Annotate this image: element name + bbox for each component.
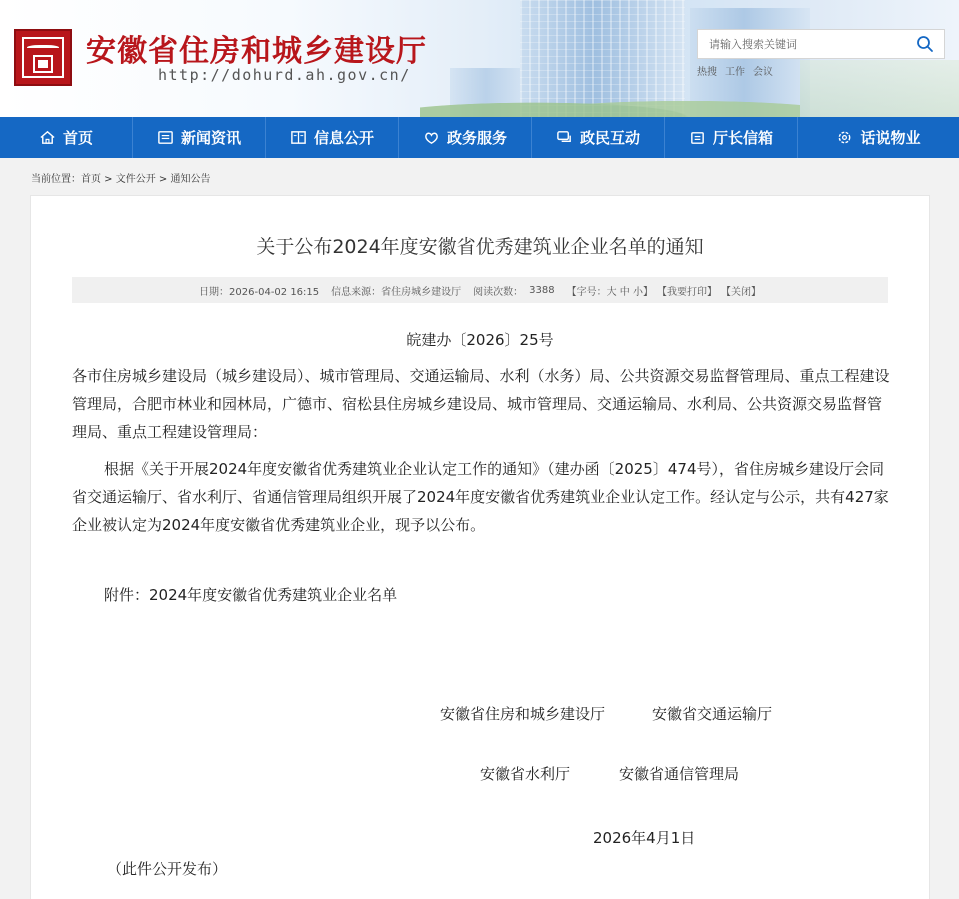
font-size-control[interactable]: 【字号：大 中 小】: [566, 286, 653, 298]
banner-trees: [800, 60, 959, 117]
nav-item-gov-service[interactable]: [399, 117, 532, 158]
article-meta-bar: [72, 277, 888, 303]
signer: 安徽省交通运输厅: [652, 705, 773, 723]
nav-item-interaction[interactable]: [532, 117, 665, 158]
breadcrumb-item-files[interactable]: 文件公开: [115, 174, 156, 185]
site-title[interactable]: 安徽省住房和城乡建设厅: [86, 34, 427, 69]
article-date: 日期：2026-04-02 16:15: [199, 286, 320, 298]
search-box: [697, 29, 945, 59]
nav-item-label: 话说物业: [860, 129, 921, 147]
body-paragraph: 根据《关于开展2024年度安徽省优秀建筑业企业认定工作的通知》（建办函〔2025〕474号），省住房城乡建设厅会同省交通运输厅、省水利厅、省通信管理局组织开展了2024年度安徽省优秀建筑业企业认定工作。经认定与公示，共有427家企业被认定为2024年度安徽省优秀建筑业企业，现予以公布。: [72, 460, 889, 534]
book-icon: [290, 129, 307, 146]
site-logo[interactable]: [14, 29, 72, 86]
breadcrumb-separator: >: [155, 174, 171, 185]
breadcrumb-item-home[interactable]: 首页: [81, 174, 101, 185]
site-url: http://dohurd.ah.gov.cn/: [158, 66, 411, 84]
search-input[interactable]: [698, 30, 908, 58]
breadcrumb: [31, 170, 211, 185]
signer: 安徽省水利厅: [480, 765, 571, 783]
gear-icon: [836, 129, 853, 146]
article-source: 信息来源：省住房城乡建设厅: [331, 286, 462, 298]
nav-item-home[interactable]: [0, 117, 133, 158]
hot-word[interactable]: 会议: [753, 67, 773, 78]
signer: 安徽省通信管理局: [619, 765, 740, 783]
nav-item-label: 信息公开: [313, 129, 374, 147]
search-icon[interactable]: [916, 35, 934, 53]
print-button[interactable]: 【我要打印】: [656, 286, 717, 298]
nav-item-label: 新闻资讯: [180, 129, 241, 147]
nav-item-info-public[interactable]: [266, 117, 399, 158]
home-icon: [39, 129, 56, 146]
nav-item-property[interactable]: [798, 117, 959, 158]
views-label: 阅读次数：: [473, 286, 524, 298]
addressees-paragraph: 各市住房城乡建设局（城乡建设局）、城市管理局、交通运输局、水利（水务）局、公共资源交易监督管理局、重点工程建设管理局，合肥市林业和园林局，广德市、宿松县住房城乡建设局、城市管理局、交通运输局、水利局、公共资源交易监督管理局、重点工程建设管理局：: [72, 367, 890, 441]
hot-word[interactable]: 热搜: [697, 67, 717, 78]
main-nav: [0, 117, 959, 158]
nav-item-label: 厅长信箱: [712, 129, 773, 147]
breadcrumb-separator: >: [101, 174, 116, 185]
hot-word[interactable]: 工作: [725, 67, 745, 78]
article-title: 关于公布2024年度安徽省优秀建筑业企业名单的通知: [256, 236, 704, 258]
sign-date: 2026年4月1日: [593, 829, 696, 847]
site-header: [0, 0, 959, 117]
nav-item-mailbox[interactable]: [665, 117, 798, 158]
news-icon: [157, 129, 174, 146]
chat-icon: [556, 129, 573, 146]
nav-item-news[interactable]: [133, 117, 266, 158]
document-number: 皖建办〔2026〕25号: [406, 331, 554, 349]
nav-item-label: 首页: [62, 129, 93, 147]
nav-item-label: 政务服务: [446, 129, 507, 147]
publish-note: （此件公开发布）: [107, 860, 228, 878]
service-icon: [423, 129, 440, 146]
article-panel: [30, 195, 930, 899]
mailbox-icon: [689, 129, 706, 146]
views-count: 3388: [529, 284, 555, 296]
breadcrumb-prefix: 当前位置：: [31, 174, 81, 185]
nav-item-label: 政民互动: [579, 129, 640, 147]
attachment-link[interactable]: 附件：2024年度安徽省优秀建筑业企业名单: [104, 586, 398, 604]
close-button[interactable]: 【关闭】: [720, 286, 761, 298]
breadcrumb-item-notices[interactable]: 通知公告: [170, 174, 211, 185]
signer: 安徽省住房和城乡建设厅: [440, 705, 606, 723]
hot-words: [697, 63, 781, 78]
